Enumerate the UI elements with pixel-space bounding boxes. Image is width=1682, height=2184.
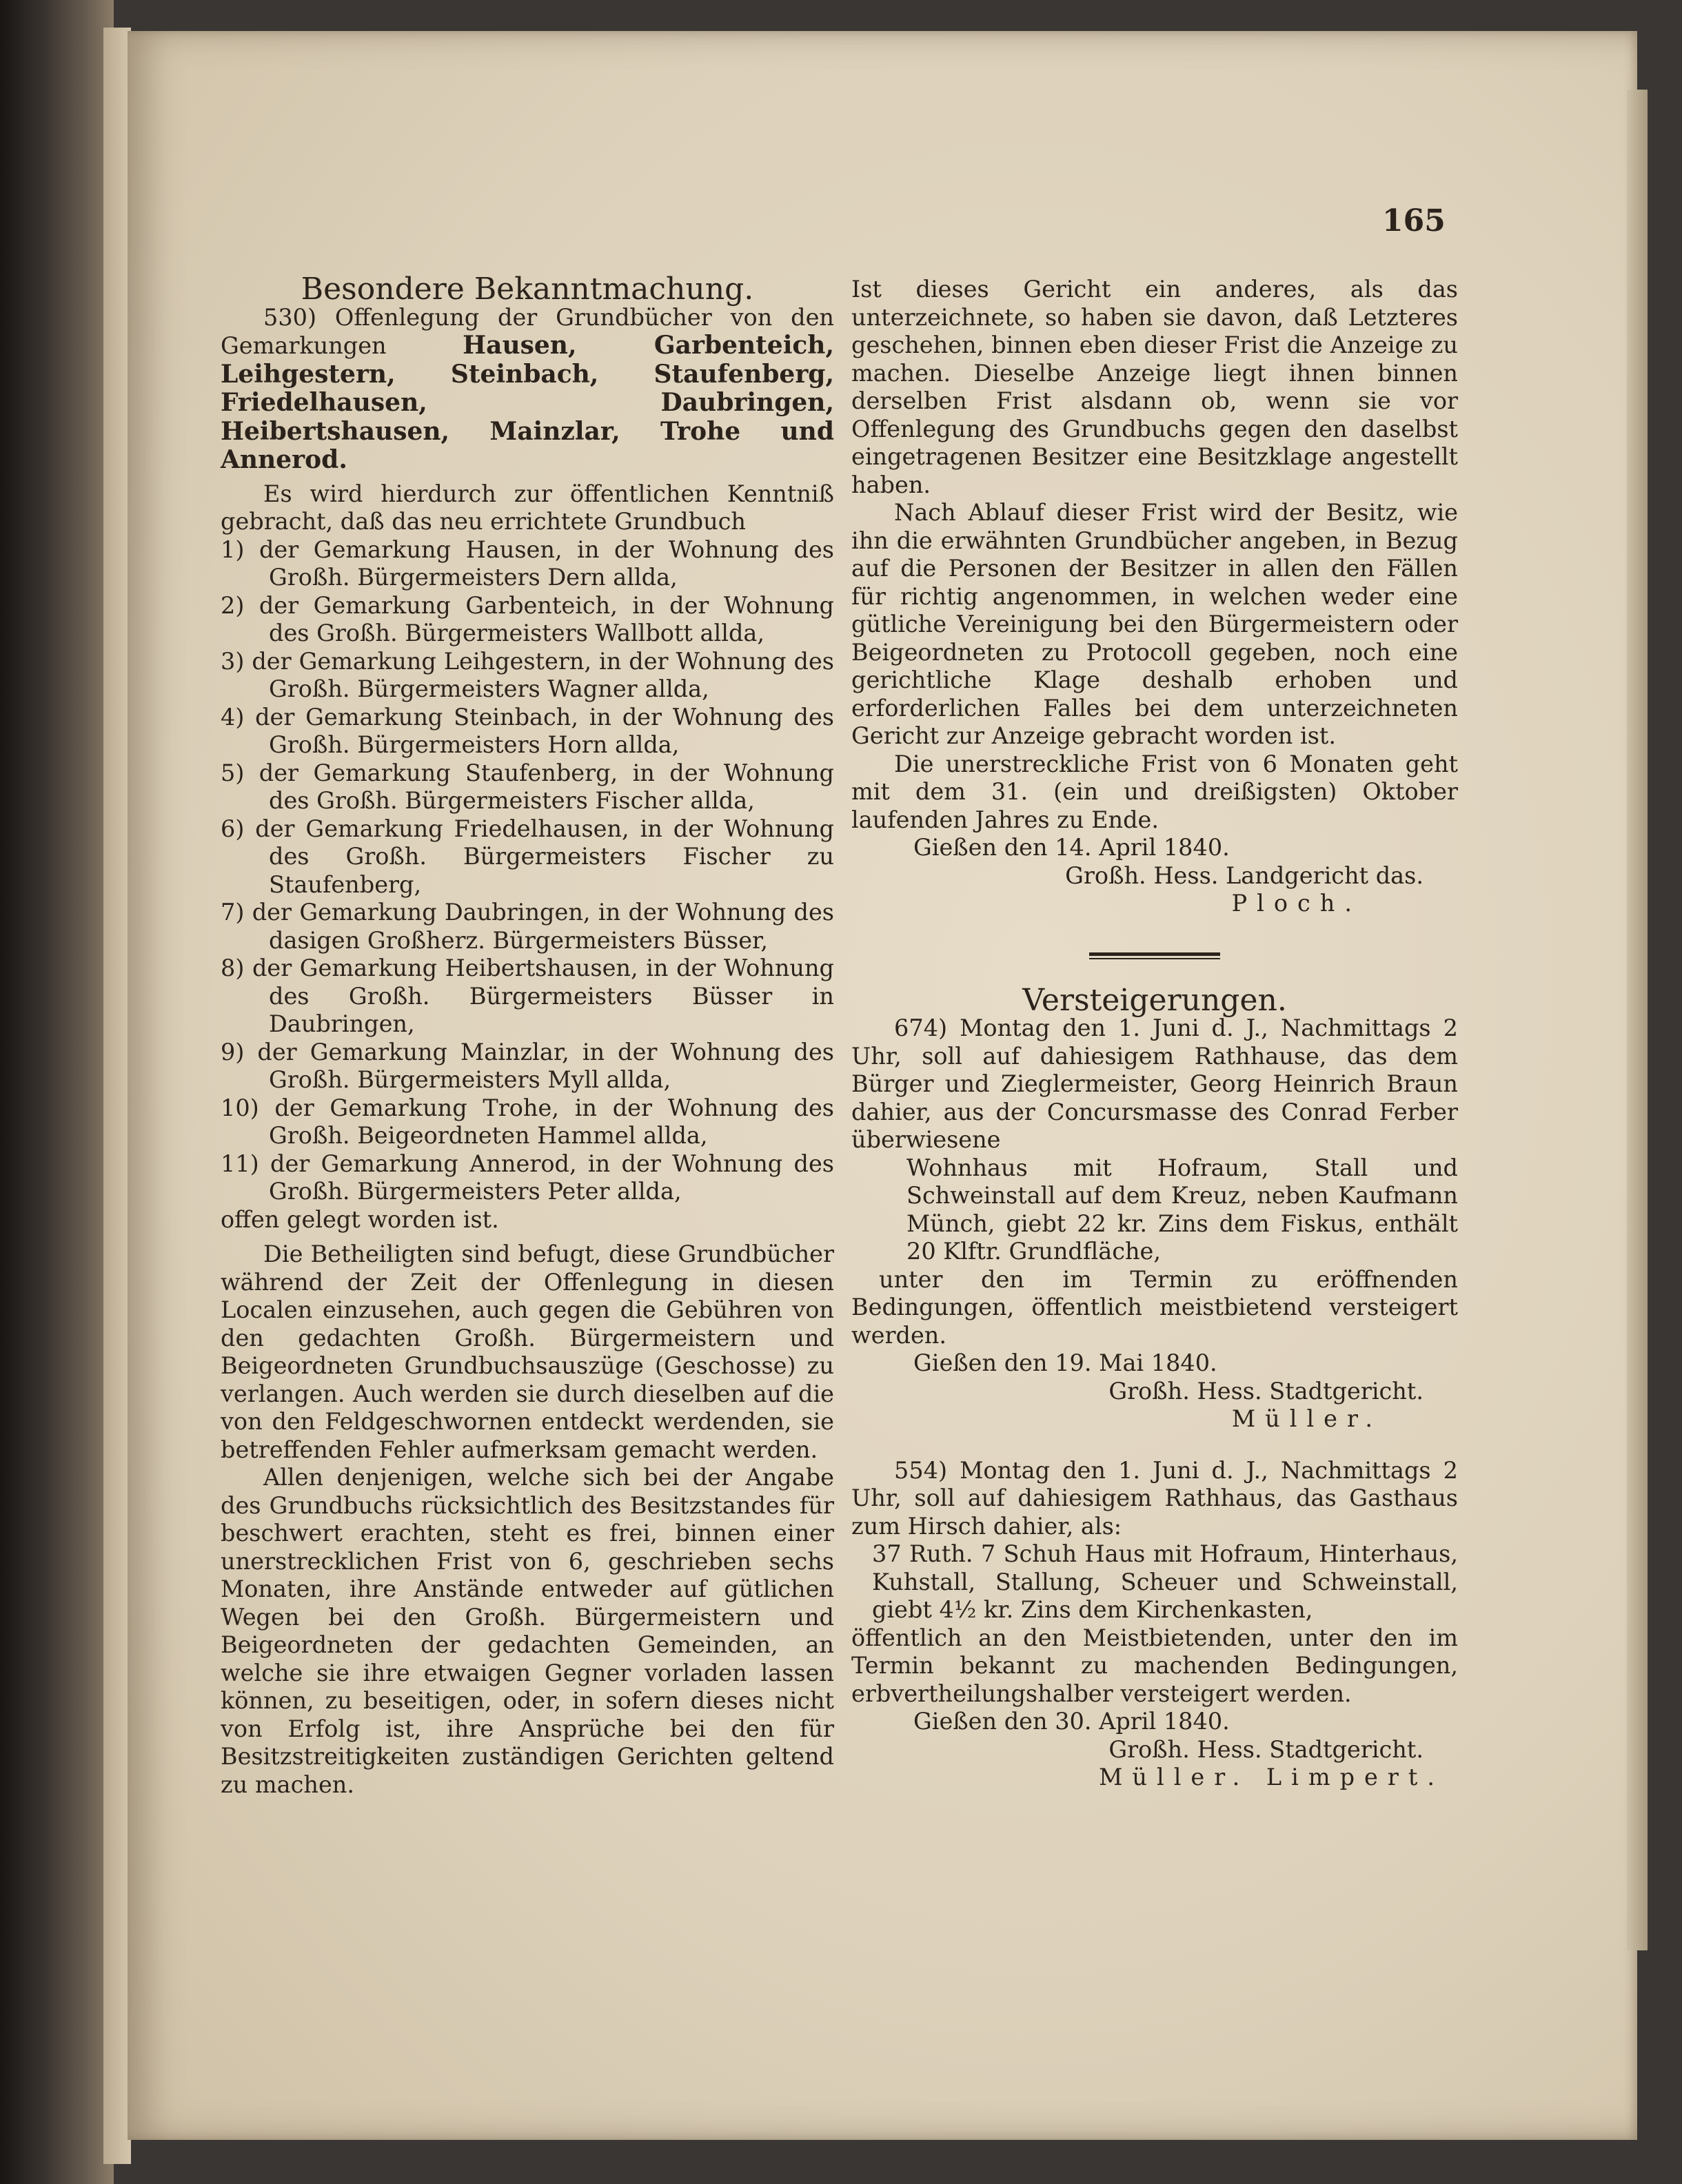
notice-signer: Ploch. (1231, 890, 1361, 917)
auction-674-item: Wohnhaus mit Hofraum, Stall und Schweinstall auf dem Kreuz, neben Kaufmann Münch, giebt 22 kr. Zins dem Fiskus, enthält 20 Klftr. Grundfläche, (906, 1154, 1458, 1265)
auction-674-signer: Müller. (1231, 1405, 1382, 1432)
auction-674-court: Großh. Hess. Stadtgericht. (1108, 1377, 1423, 1405)
list-item: 4) der Gemarkung Steinbach, in der Wohnung des Großh. Bürgermeisters Horn allda, (221, 703, 834, 758)
notice-title-text: Offenlegung der Grundbücher von den Gemarkungen (221, 303, 834, 359)
list-item: 2) der Gemarkung Garbenteich, in der Wohnung des Großh. Bürgermeisters Wallbott allda, (221, 591, 834, 646)
previous-page-edge (103, 28, 131, 2164)
section-heading: Versteigerungen. (1022, 982, 1287, 1018)
list-item: 6) der Gemarkung Friedelhausen, in der Wohnung des Großh. Bürgermeisters Fischer zu Staufenberg, (221, 815, 834, 898)
next-pages-edge (1627, 90, 1648, 1950)
notice-para-2: Die Betheiligten sind befugt, diese Grundbücher während der Zeit der Offenlegung in diesen Localen einzusehen, auch gegen die Gebühren von den gedachten Großh. Bürgermeistern und Beigeordneten Grundbuchsauszüge (Geschosse) zu verlangen. Auch werden sie durch dieselben auf die von den Feldgeschwornen entdeckt werdenden, sie betreffenden Fehler aufmerksam gemacht werden. (221, 1241, 834, 1463)
list-item: 11) der Gemarkung Annerod, in der Wohnung des Großh. Bürgermeisters Peter allda, (221, 1150, 834, 1205)
list-item: 1) der Gemarkung Hausen, in der Wohnung des Großh. Bürgermeisters Dern allda, (221, 535, 834, 591)
auction-554-intro: 554) Montag den 1. Juni d. J., Nachmittags 2 Uhr, soll auf dahiesigem Rathhaus, das Gasthaus zum Hirsch dahier, als: (851, 1456, 1458, 1540)
auction-554-court: Großh. Hess. Stadtgericht. (1108, 1735, 1423, 1763)
list-item: 8) der Gemarkung Heibertshausen, in der Wohnung des Großh. Bürgermeisters Büsser in Daubringen, (221, 955, 834, 1037)
notice-places: Hausen, Garbenteich, Leihgestern, Steinbach, Staufenberg, Friedelhausen, Daubringen, Heibertshausen, Mainzlar, Trohe und Annerod. (221, 331, 834, 474)
book-binding (0, 0, 114, 2184)
section-divider (1089, 952, 1220, 959)
auction-554-tail: öffentlich an den Meistbietenden, unter den im Termin bekannt zu machenden Bedingungen, erbvertheilungshalber versteigert werden. (851, 1624, 1458, 1707)
list-item: 10) der Gemarkung Trohe, in der Wohnung des Großh. Beigeordneten Hammel allda, (221, 1094, 834, 1149)
auction-554-date: Gießen den 30. April 1840. (913, 1708, 1230, 1735)
notice-530-title (221, 304, 834, 475)
after-items-text: offen gelegt worden ist. (221, 1205, 499, 1233)
list-item: 3) der Gemarkung Leihgestern, in der Wohnung des Großh. Bürgermeisters Wagner allda, (221, 647, 834, 702)
auction-674-date: Gießen den 19. Mai 1840. (913, 1349, 1217, 1376)
notice-para-frist: Die unerstreckliche Frist von 6 Monaten geht mit dem 31. (ein und dreißigsten) Oktober laufenden Jahres zu Ende. (851, 750, 1458, 833)
left-column (221, 272, 834, 1799)
auction-674-tail: unter den im Termin zu eröffnenden Bedingungen, öffentlich meistbietend versteigert werden. (851, 1265, 1458, 1349)
notice-para-3: Allen denjenigen, welche sich bei der Angabe des Grundbuchs rücksichtlich des Besitzstandes für beschwert erachten, steht es frei, binnen einer unerstrecklichen Frist von 6, geschrieben sechs Monaten, ihre Anstände entweder auf gütlichen Wegen bei den Großh. Bürgermeistern und Beigeordneten der gedachten Gemeinden, an welche sie ihre etwaigen Gegner vorladen lassen können, zu beseitigen, oder, in sofern dieses nicht von Erfolg ist, ihre Ansprüche bei den für Besitzstreitigkeiten zuständigen Gerichten geltend zu machen. (221, 1464, 834, 1798)
list-item: 9) der Gemarkung Mainzlar, in der Wohnung des Großh. Bürgermeisters Myll allda, (221, 1038, 834, 1093)
list-item: 5) der Gemarkung Staufenberg, in der Wohnung des Großh. Bürgermeisters Fischer allda, (221, 759, 834, 814)
notice-para-continued: Ist dieses Gericht ein anderes, als das unterzeichnete, so haben sie davon, daß Letzteres geschehen, binnen eben dieser Frist die Anzeige zu machen. Dieselbe Anzeige liegt ihnen binnen derselben Frist alsdann ob, wenn sie vor Offenlegung des Grundbuchs gegen den daselbst eingetragenen Besitzer eine Besitzklage angestellt haben. (851, 276, 1458, 498)
auction-674-intro: 674) Montag den 1. Juni d. J., Nachmittags 2 Uhr, soll auf dahiesigem Rathhause, das dem Bürger und Zieglermeister, Georg Heinrich Braun dahier, aus der Concursmasse des Conrad Ferber überwiesene (851, 1014, 1458, 1153)
notice-para-nach: Nach Ablauf dieser Frist wird der Besitz, wie ihn die erwähnten Grundbücher angeben, in Bezug auf die Personen der Besitzer in allen den Fällen für richtig angenommen, in welchen weder eine gütliche Vereinigung bei den Bürgermeistern oder Beigeordneten zu Protocoll gegeben, noch eine gerichtliche Klage deshalb erhoben und erforderlichen Falles bei dem unterzeichneten Gericht zur Anzeige gebracht worden ist. (851, 499, 1458, 749)
notice-number: 530) (263, 303, 317, 331)
notice-para-1: Es wird hierdurch zur öffentlichen Kenntniß gebracht, daß das neu errichtete Grundbuch (221, 480, 834, 535)
list-item: 7) der Gemarkung Daubringen, in der Wohnung des dasigen Großherz. Bürgermeisters Büsser, (221, 899, 834, 954)
auction-554-item: 37 Ruth. 7 Schuh Haus mit Hofraum, Hinterhaus, Kuhstall, Stallung, Scheuer und Schweinstall, giebt 4½ kr. Zins dem Kirchenkasten, (872, 1540, 1458, 1623)
notice-heading: Besondere Bekanntmachung. (301, 272, 754, 307)
page-number: 165 (1382, 203, 1446, 238)
auction-554-signers: Müller. Limpert. (1099, 1764, 1444, 1790)
right-column (851, 276, 1458, 1792)
notice-court: Großh. Hess. Landgericht das. (1065, 861, 1423, 889)
notice-date: Gießen den 14. April 1840. (913, 834, 1230, 861)
